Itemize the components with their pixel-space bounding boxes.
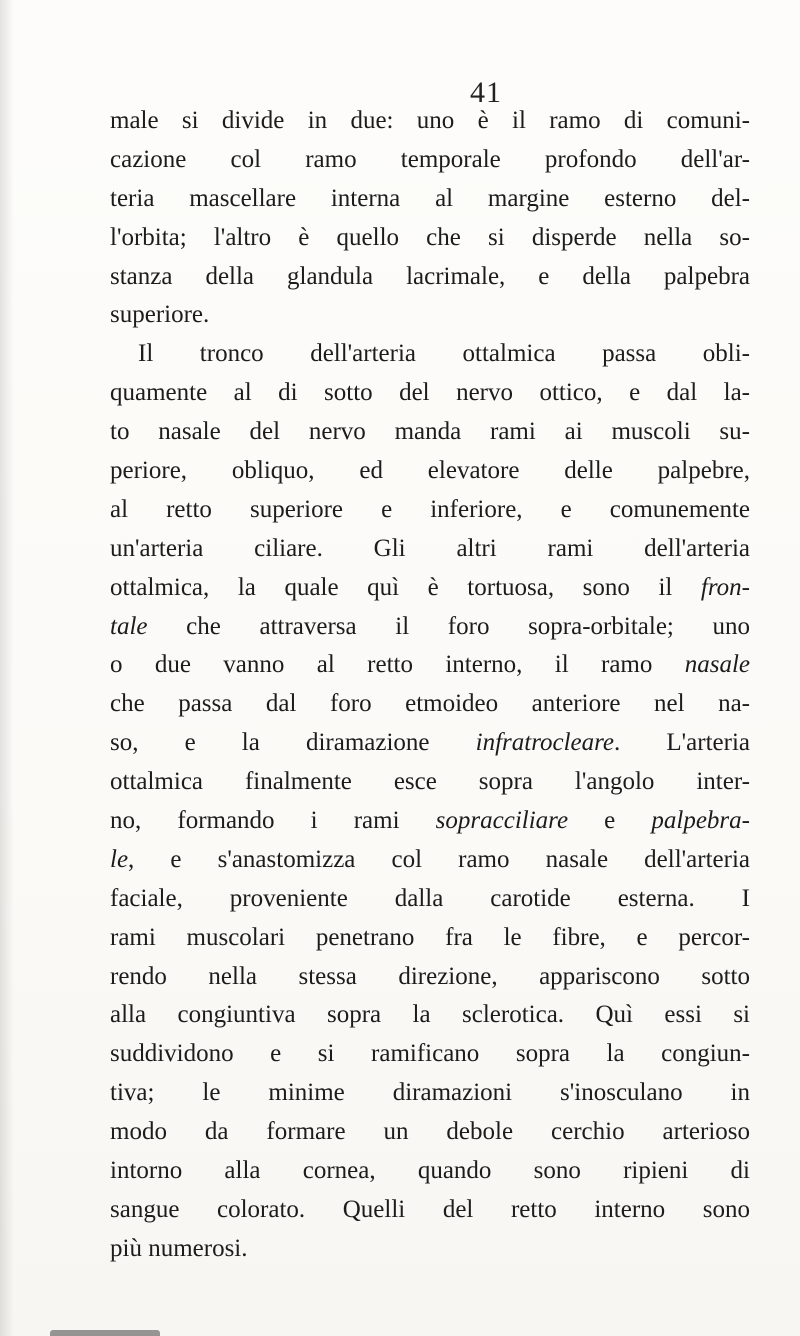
page-edge-shadow — [0, 0, 14, 1336]
text-run: superiore. — [110, 301, 210, 329]
italic-term: infratrocleare — [475, 729, 615, 757]
text-line — [110, 685, 750, 724]
text-line — [110, 569, 750, 608]
text-line — [110, 646, 750, 685]
text-run: che passa dal foro etmoideo anteriore nel na- — [110, 690, 750, 718]
italic-term: sopracciliare — [435, 807, 569, 835]
text-line — [110, 335, 750, 374]
text-line — [110, 802, 750, 841]
text-run: intorno alla cornea, quando sono ripieni di — [110, 1157, 750, 1185]
text-run: un'arteria ciliare. Gli altri rami dell'arteria — [110, 534, 750, 562]
text-line — [110, 880, 750, 919]
text-line — [110, 1191, 750, 1230]
text-run: , e s'anastomizza col ramo nasale dell'arteria — [128, 845, 750, 873]
text-run: rami muscolari penetrano fra le fibre, e percor- — [110, 923, 750, 951]
text-line — [110, 1035, 750, 1074]
text-run: male si divide in due: uno è il ramo di comuni- — [110, 107, 750, 134]
text-line — [110, 491, 750, 530]
text-run: ottalmica finalmente esce sopra l'angolo inter- — [110, 768, 750, 796]
text-run: o due vanno al retto interno, il ramo — [110, 651, 685, 679]
text-line — [110, 1113, 750, 1152]
text-run: che attraversa il foro sopra-orbitale; uno — [147, 612, 750, 640]
text-line — [110, 919, 750, 958]
text-run: ottalmica, la quale quì è tortuosa, sono il — [110, 573, 701, 601]
text-run: alla congiuntiva sopra la sclerotica. Quì essi si — [110, 1001, 750, 1029]
text-line — [110, 452, 750, 491]
paragraph — [110, 102, 750, 335]
text-run: tiva; le minime diramazioni s'inosculano in — [110, 1079, 750, 1107]
text-run: Il tronco dell'arteria ottalmica passa obli- — [138, 340, 750, 368]
text-line — [110, 102, 750, 141]
text-line — [110, 608, 750, 647]
text-line — [110, 141, 750, 180]
italic-term: palpebra- — [651, 807, 750, 835]
text-line — [110, 530, 750, 569]
text-line — [110, 258, 750, 297]
text-run: cazione col ramo temporale profondo dell'ar- — [110, 145, 750, 173]
text-run: quamente al di sotto del nervo ottico, e dal la- — [110, 379, 750, 407]
page-bottom-mark — [50, 1330, 160, 1336]
text-run: suddividono e si ramificano sopra la congiun- — [110, 1040, 750, 1068]
text-line — [110, 1152, 750, 1191]
text-line — [110, 1074, 750, 1113]
text-line — [110, 296, 750, 335]
text-line — [110, 219, 750, 258]
text-line — [110, 374, 750, 413]
text-run: e — [568, 807, 652, 835]
paragraph — [110, 335, 750, 1268]
text-run: al retto superiore e inferiore, e comunemente — [110, 495, 750, 523]
text-run: . L'arteria — [614, 729, 750, 757]
text-line — [110, 958, 750, 997]
text-run: più numerosi. — [110, 1234, 248, 1262]
text-run: teria mascellare interna al margine esterno del- — [110, 184, 750, 212]
text-run: l'orbita; l'altro è quello che si disperde nella so- — [110, 223, 750, 251]
text-run: modo da formare un debole cerchio arterioso — [110, 1118, 750, 1146]
italic-term: nasale — [684, 651, 750, 679]
text-line — [110, 724, 750, 763]
text-line — [110, 180, 750, 219]
text-line — [110, 1230, 750, 1269]
italic-term: le — [110, 845, 129, 873]
page-number: 41 — [470, 76, 502, 109]
italic-term: tale — [110, 612, 148, 640]
text-run: stanza della glandula lacrimale, e della palpebra — [110, 262, 750, 290]
text-run: no, formando i rami — [110, 807, 436, 835]
text-run: to nasale del nervo manda rami ai muscoli su- — [110, 418, 750, 446]
text-line — [110, 413, 750, 452]
text-run: sangue colorato. Quelli del retto interno sono — [110, 1195, 750, 1223]
text-line — [110, 841, 750, 880]
body-text — [110, 102, 750, 1269]
italic-term: fron- — [700, 573, 750, 601]
text-line — [110, 763, 750, 802]
text-run: so, e la diramazione — [110, 729, 476, 757]
text-line — [110, 996, 750, 1035]
text-run: rendo nella stessa direzione, appariscono sotto — [110, 962, 750, 990]
text-run: periore, obliquo, ed elevatore delle palpebre, — [110, 457, 750, 485]
text-run: faciale, proveniente dalla carotide esterna. I — [110, 884, 750, 912]
